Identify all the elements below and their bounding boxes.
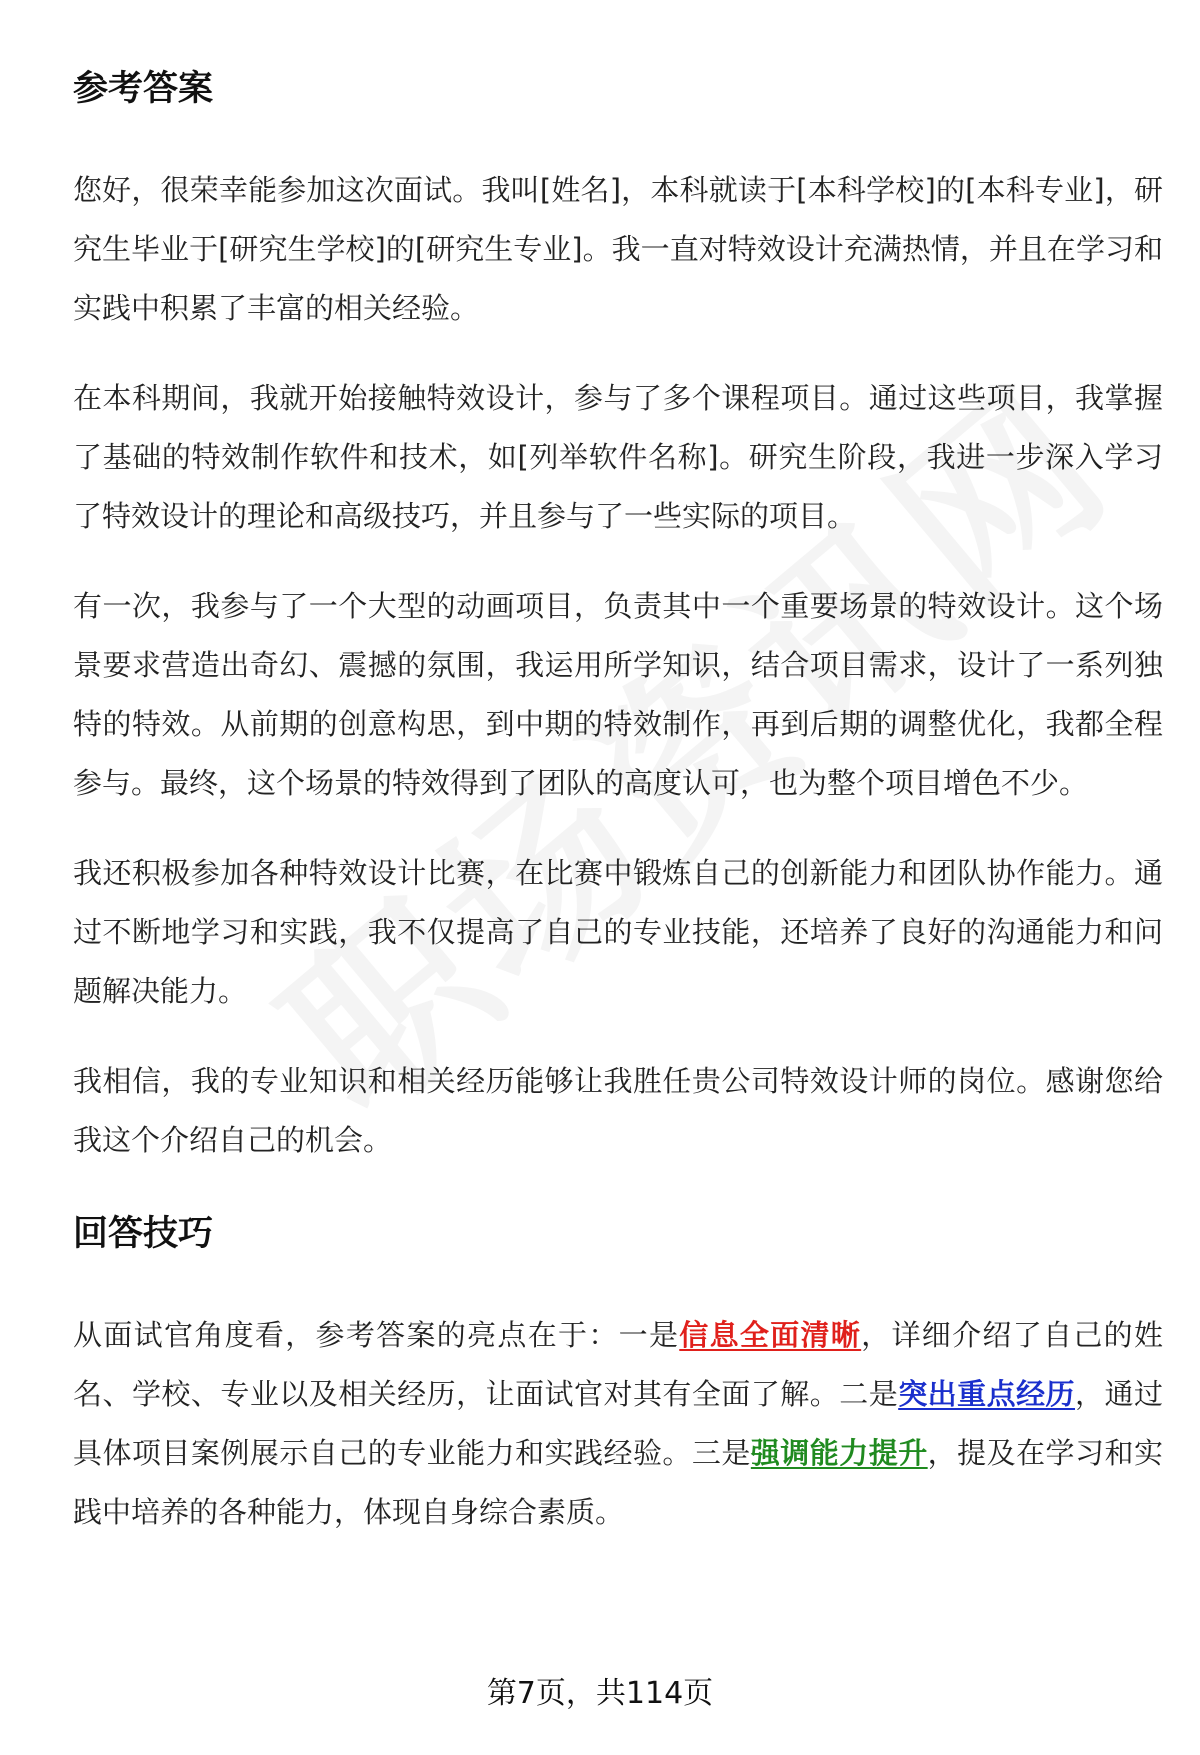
highlight-ability-growth: 强调能力提升 <box>750 1436 928 1470</box>
page-number: 第7页，共114页 <box>486 1676 714 1711</box>
tips-text-2: ，详细介绍了自己的姓名、学校、专业以及相关经历，让面试官对其有全面了解。二是 <box>73 1318 1163 1411</box>
tips-paragraph <box>73 1306 1163 1542</box>
content-area <box>73 64 1163 1542</box>
tips-text-1: 从面试官角度看，参考答案的亮点在于：一是 <box>73 1318 680 1352</box>
tips-text-3: ，通过具体项目案例展示自己的专业能力和实践经验。三是 <box>73 1377 1163 1470</box>
answer-paragraph-1: 您好，很荣幸能参加这次面试。我叫[姓名]，本科就读于[本科学校]的[本科专业]，研究生毕业于[研究生学校]的[研究生专业]。我一直对特效设计充满热情，并且在学习和实践中积累了丰富的相关经验。 <box>73 173 1163 325</box>
answer-paragraph-3: 有一次，我参与了一个大型的动画项目，负责其中一个重要场景的特效设计。这个场景要求营造出奇幻、震撼的氛围，我运用所学知识，结合项目需求，设计了一系列独特的特效。从前期的创意构思，到中期的特效制作，再到后期的调整优化，我都全程参与。最终，这个场景的特效得到了团队的高度认可，也为整个项目增色不少。 <box>73 589 1163 800</box>
answer-paragraph-5: 我相信，我的专业知识和相关经历能够让我胜任贵公司特效设计师的岗位。感谢您给我这个介绍自己的机会。 <box>73 1064 1163 1157</box>
answer-paragraph-4: 我还积极参加各种特效设计比赛，在比赛中锻炼自己的创新能力和团队协作能力。通过不断地学习和实践，我不仅提高了自己的专业技能，还培养了良好的沟通能力和问题解决能力。 <box>73 856 1163 1008</box>
tips-text-4: ，提及在学习和实践中培养的各种能力，体现自身综合素质。 <box>73 1436 1163 1529</box>
highlight-info-complete: 信息全面清晰 <box>679 1318 862 1352</box>
tips-heading: 回答技巧 <box>73 1214 214 1254</box>
answer-paragraph-2: 在本科期间，我就开始接触特效设计，参与了多个课程项目。通过这些项目，我掌握了基础的特效制作软件和技术，如[列举软件名称]。研究生阶段，我进一步深入学习了特效设计的理论和高级技巧，并且参与了一些实际的项目。 <box>73 381 1163 533</box>
answer-heading: 参考答案 <box>73 69 214 109</box>
highlight-key-experience: 突出重点经历 <box>898 1377 1076 1411</box>
